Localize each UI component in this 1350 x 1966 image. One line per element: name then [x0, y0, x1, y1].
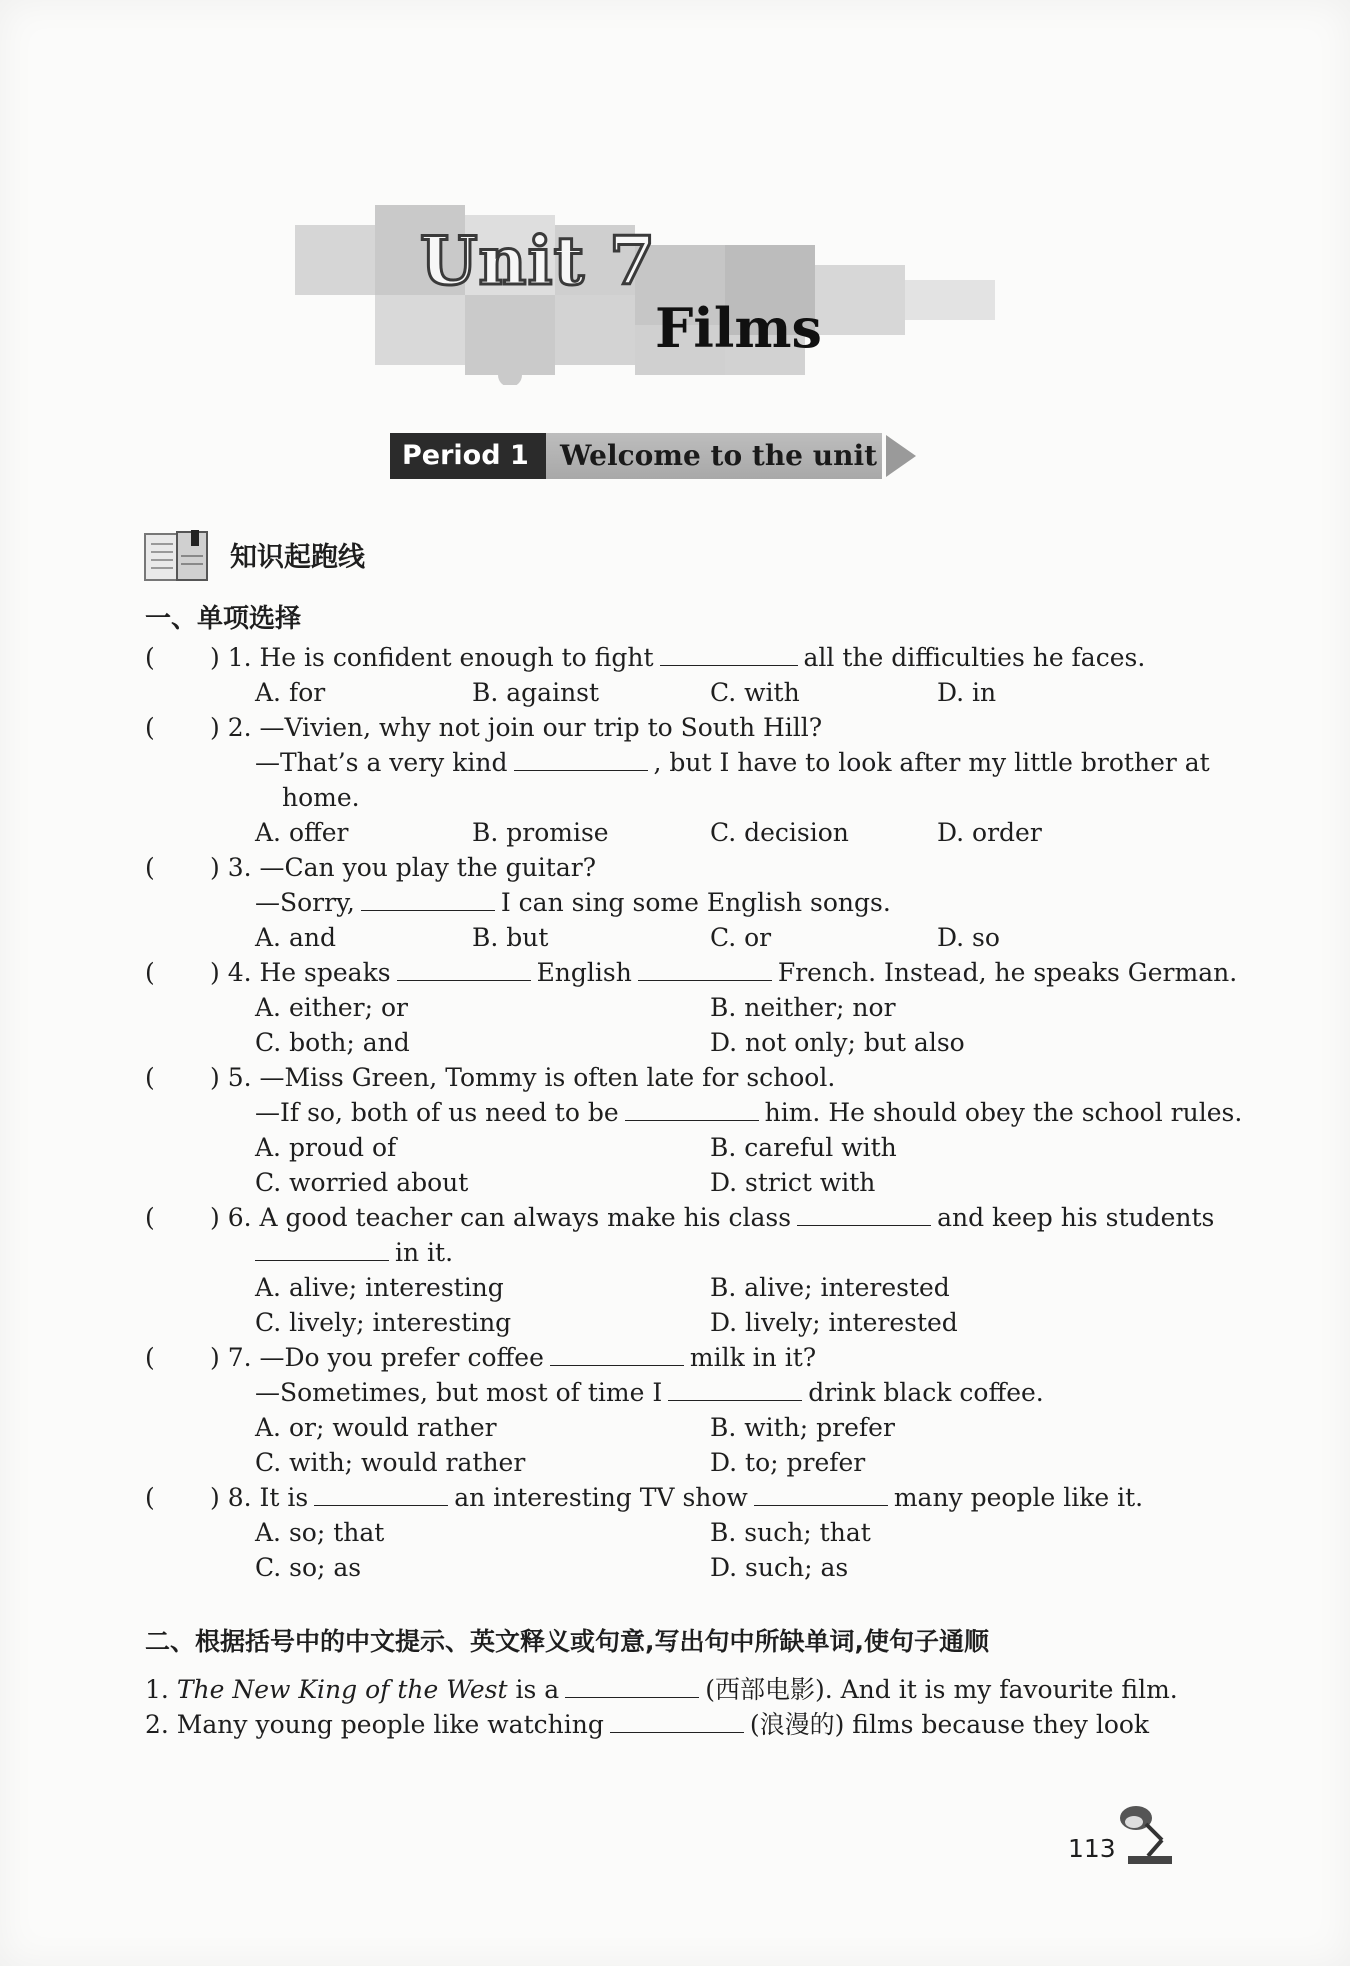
q7-stem2: —Sometimes, but most of time I drink black coffee.	[255, 1378, 1044, 1407]
answer-paren: (	[145, 1343, 155, 1372]
unit-title: Unit 7	[420, 222, 657, 300]
q4-opt-d: D. not only; but also	[710, 1028, 965, 1057]
q7-stem1: ) 7. —Do you prefer coffee milk in it?	[210, 1343, 817, 1372]
q4-stem: ) 4. He speaks English French. Instead, he speaks German.	[210, 958, 1238, 987]
q3-stem1: ) 3. —Can you play the guitar?	[210, 853, 597, 882]
answer-paren: (	[145, 713, 155, 742]
blank	[668, 1378, 802, 1401]
blank	[361, 888, 495, 911]
q2-stem3: home.	[282, 783, 360, 812]
blank	[660, 643, 798, 666]
q3-opt-c: C. or	[710, 923, 772, 952]
q4-opt-a: A. either; or	[255, 993, 409, 1022]
q1-stem: ) 1. He is confident enough to fight all the difficulties he faces.	[210, 643, 1146, 672]
q3-stem2: —Sorry, I can sing some English songs.	[255, 888, 891, 917]
q6-stem2: in it.	[255, 1238, 453, 1267]
q7-opt-d: D. to; prefer	[710, 1448, 866, 1477]
q8-opt-a: A. so; that	[255, 1518, 385, 1547]
q1-opt-d: D. in	[937, 678, 997, 707]
blank	[550, 1343, 684, 1366]
q6-opt-c: C. lively; interesting	[255, 1308, 512, 1337]
arrow-icon	[886, 435, 916, 477]
answer-paren: (	[145, 643, 155, 672]
q8-opt-c: C. so; as	[255, 1553, 362, 1582]
blank	[397, 958, 531, 981]
q7-opt-b: B. with; prefer	[710, 1413, 895, 1442]
blank	[625, 1098, 759, 1121]
q4-opt-c: C. both; and	[255, 1028, 410, 1057]
q7-opt-c: C. with; would rather	[255, 1448, 526, 1477]
p2-sentence-1: 1. The New King of the West is a (西部电影). And it is my favourite film.	[145, 1675, 1178, 1704]
q2-opt-b: B. promise	[472, 818, 609, 847]
period-label: Period 1	[390, 433, 546, 479]
q8-opt-b: B. such; that	[710, 1518, 871, 1547]
period-name: Welcome to the unit	[546, 433, 882, 479]
q7-opt-a: A. or; would rather	[255, 1413, 497, 1442]
blank	[754, 1483, 888, 1506]
answer-paren: (	[145, 1203, 155, 1232]
q5-stem2: —If so, both of us need to be him. He should obey the school rules.	[255, 1098, 1243, 1127]
blank	[255, 1238, 389, 1261]
part2-title: 二、根据括号中的中文提示、英文释义或句意,写出句中所缺单词,使句子通顺	[145, 1627, 989, 1656]
q1-opt-b: B. against	[472, 678, 600, 707]
period-bar	[390, 433, 930, 481]
q1-opt-c: C. with	[710, 678, 800, 707]
p2-sentence-2: 2. Many young people like watching (浪漫的) films because they look	[145, 1710, 1150, 1739]
q5-opt-b: B. careful with	[710, 1133, 897, 1162]
q8-stem: ) 8. It is an interesting TV show many people like it.	[210, 1483, 1144, 1512]
q2-opt-d: D. order	[937, 818, 1042, 847]
part1-title: 一、单项选择	[145, 604, 302, 634]
answer-paren: (	[145, 1063, 155, 1092]
q6-stem: ) 6. A good teacher can always make his class and keep his students	[210, 1203, 1215, 1232]
q3-opt-a: A. and	[255, 923, 336, 952]
q1-opt-a: A. for	[255, 678, 326, 707]
q5-opt-a: A. proud of	[255, 1133, 397, 1162]
blank	[514, 748, 648, 771]
q6-opt-b: B. alive; interested	[710, 1273, 950, 1302]
page-number: 113	[1068, 1834, 1116, 1863]
films-title: Films	[655, 296, 822, 360]
answer-paren: (	[145, 853, 155, 882]
q6-opt-d: D. lively; interested	[710, 1308, 958, 1337]
q2-opt-c: C. decision	[710, 818, 849, 847]
q5-stem1: ) 5. —Miss Green, Tommy is often late for school.	[210, 1063, 836, 1092]
q2-stem1: ) 2. —Vivien, why not join our trip to South Hill?	[210, 713, 823, 742]
lamp-icon	[1118, 1800, 1178, 1870]
q2-stem2: —That’s a very kind , but I have to look after my little brother at	[255, 748, 1210, 777]
q5-opt-c: C. worried about	[255, 1168, 469, 1197]
q4-opt-b: B. neither; nor	[710, 993, 896, 1022]
q6-opt-a: A. alive; interesting	[255, 1273, 504, 1302]
q3-opt-d: D. so	[937, 923, 1000, 952]
section-title: 知识起跑线	[230, 542, 365, 573]
q3-opt-b: B. but	[472, 923, 549, 952]
answer-paren: (	[145, 1483, 155, 1512]
q5-opt-d: D. strict with	[710, 1168, 876, 1197]
blank	[610, 1710, 744, 1733]
answer-paren: (	[145, 958, 155, 987]
blank	[565, 1675, 699, 1698]
q8-opt-d: D. such; as	[710, 1553, 849, 1582]
book-icon	[143, 530, 215, 584]
q2-opt-a: A. offer	[255, 818, 349, 847]
blank	[638, 958, 772, 981]
blank	[797, 1203, 931, 1226]
blank	[314, 1483, 448, 1506]
